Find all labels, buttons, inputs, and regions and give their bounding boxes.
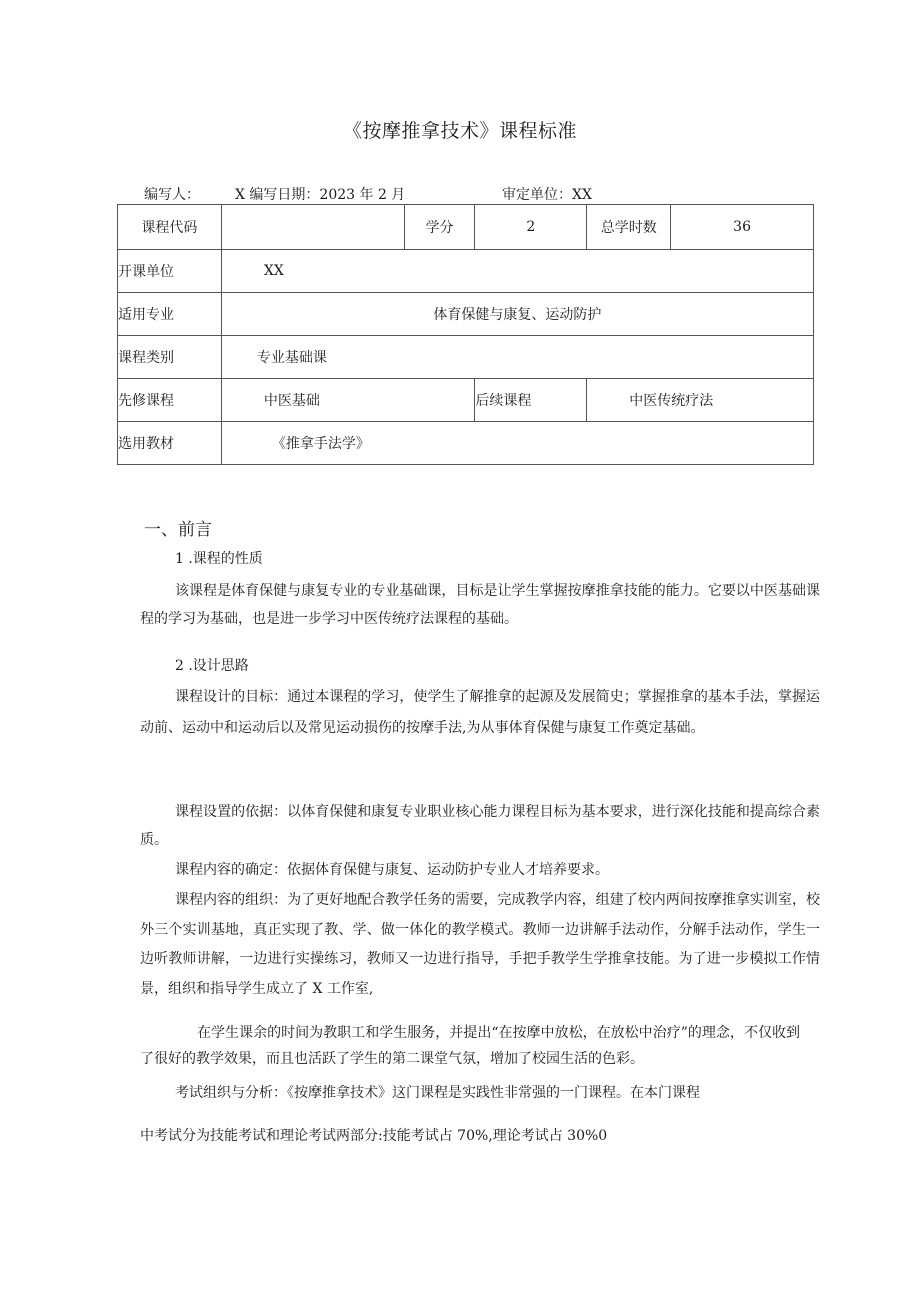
major-value: 体育保健与康复、运动防护 bbox=[221, 293, 813, 336]
exam-split-paragraph: 中考试分为技能考试和理论考试两部分:技能考试占 70%,理论考试占 30%0 bbox=[140, 1128, 608, 1144]
studio-service-paragraph: 在学生课余的时间为教职工和学生服务，并提出“在按摩中放松，在放松中治疗”的理念，不仅收到了很好的教学效果，而且也活跃了学生的第二课堂气氛，增加了校园生活的色彩。 bbox=[140, 1025, 800, 1067]
content-determination-paragraph: 课程内容的确定：依据体育保健与康复、运动防护专业人才培养要求。 bbox=[175, 862, 609, 878]
credits-value: 2 bbox=[475, 205, 587, 250]
exam-analysis-paragraph: 考试组织与分析：《按摩推拿技术》这门课程是实践性非常强的一门课程。在本门课程 bbox=[175, 1085, 700, 1101]
content-organization-paragraph: 课程内容的组织：为了更好地配合教学任务的需要，完成教学内容，组建了校内两间按摩推拿实训室，校外三个实训基地，真正实现了教、学、做一体化的教学模式。教师一边讲解手法动作，分解手法动作，学生一边听教师讲解，一边进行实操练习，教师又一边进行指导，手把手教学生学推拿技能。为了进一步模拟工作情景，组织和指导学生成立了 X 工作室, bbox=[140, 892, 820, 997]
document-title: 《按摩推拿技术》课程标准 bbox=[342, 120, 577, 142]
offering-unit-label: 开课单位 bbox=[118, 250, 222, 293]
total-hours-value: 36 bbox=[671, 205, 814, 250]
course-code-label: 课程代码 bbox=[118, 205, 222, 250]
table-row bbox=[118, 293, 814, 336]
total-hours-label: 总学时数 bbox=[587, 205, 671, 250]
followup-value: 中医传统疗法 bbox=[587, 379, 814, 422]
course-info-table bbox=[117, 204, 814, 465]
major-label: 适用专业 bbox=[118, 293, 222, 336]
preface-heading: 一、前言 bbox=[144, 520, 212, 540]
textbook-value: 《推拿手法学》 bbox=[221, 422, 813, 465]
table-row bbox=[118, 422, 814, 465]
review-unit: 审定单位：XX bbox=[502, 187, 592, 203]
author-and-date: X 编写日期：2023 年 2 月 bbox=[235, 187, 406, 203]
prereq-value: 中医基础 bbox=[221, 379, 475, 422]
design-heading: 2 .设计思路 bbox=[175, 658, 249, 674]
textbook-label: 选用教材 bbox=[118, 422, 222, 465]
table-row bbox=[118, 336, 814, 379]
table-row bbox=[118, 379, 814, 422]
followup-label: 后续课程 bbox=[475, 379, 587, 422]
course-code-value bbox=[221, 205, 404, 250]
prereq-label: 先修课程 bbox=[118, 379, 222, 422]
nature-heading: 1 .课程的性质 bbox=[175, 551, 263, 567]
table-row bbox=[118, 205, 814, 250]
design-basis-paragraph: 课程设置的依据：以体育保健和康复专业职业核心能力课程目标为基本要求，进行深化技能和提高综合素质。 bbox=[140, 804, 820, 848]
nature-paragraph: 该课程是体育保健与康复专业的专业基础课，目标是让学生掌握按摩推拿技能的能力。它要以中医基础课程的学习为基础，也是进一步学习中医传统疗法课程的基础。 bbox=[140, 583, 820, 627]
author-label: 编写人： bbox=[144, 187, 200, 203]
category-label: 课程类别 bbox=[118, 336, 222, 379]
category-value: 专业基础课 bbox=[221, 336, 813, 379]
table-row bbox=[118, 250, 814, 293]
offering-unit-value: XX bbox=[221, 250, 813, 293]
credits-label: 学分 bbox=[404, 205, 475, 250]
design-goal-paragraph: 课程设计的目标：通过本课程的学习，使学生了解推拿的起源及发展简史；掌握推拿的基本手法，掌握运动前、运动中和运动后以及常见运动损伤的按摩手法,为从事体育保健与康复工作奠定基础。 bbox=[140, 689, 820, 736]
